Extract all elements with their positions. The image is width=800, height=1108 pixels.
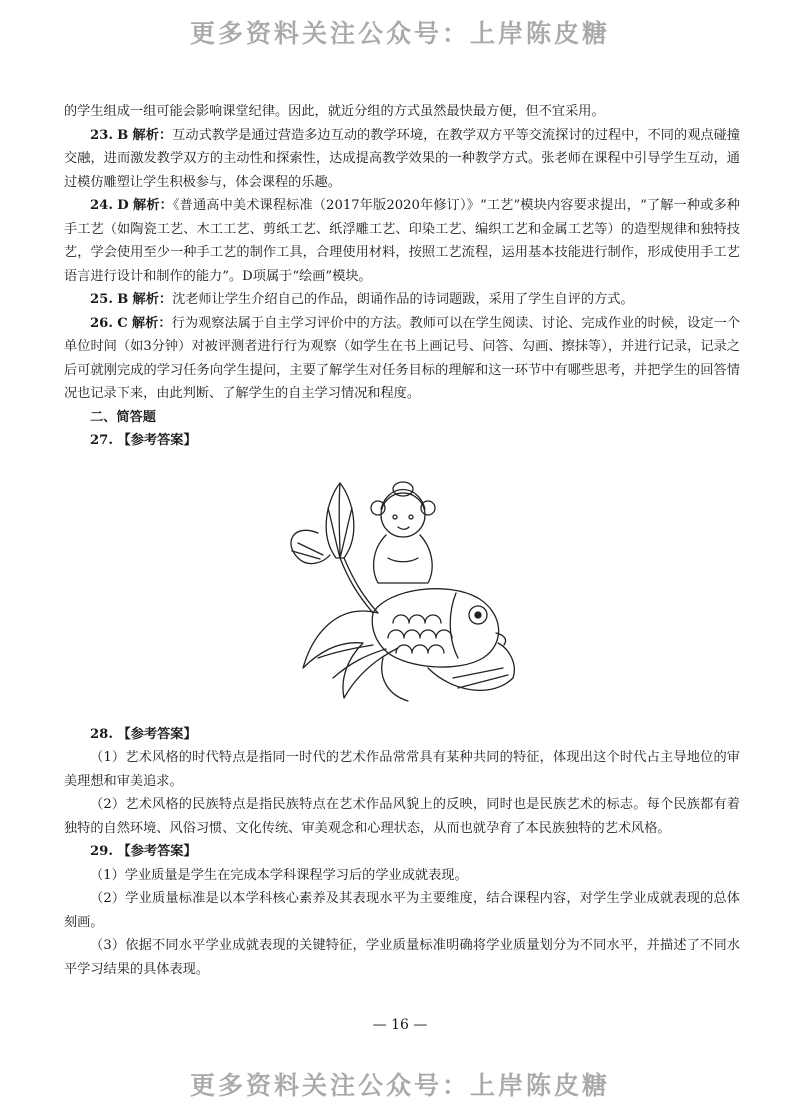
q28-item-2: （2）艺术风格的民族特点是指民族特点在艺术作品风貌上的反映，同时也是民族艺术的标志。每个民族都有着独特的自然环境、风俗习惯、文化传统、审美观念和心理状态，从而也就孕育了本民族独特的艺术风格。 [64,797,740,836]
answer-choice: D [117,198,129,213]
answer-number: 24. [90,198,113,213]
answer-number: 23. [90,127,113,143]
reference-answer-label: 【参考答案】 [117,726,197,742]
answer-23 [64,124,740,195]
q28-item-1: （1）艺术风格的时代特点是指同一时代的艺术作品常常具有某种共同的特征，体现出这个时代占主导地位的审美理想和审美追求。 [64,750,740,789]
answer-choice: C [117,315,128,331]
watermark-top: 更多资料关注公众号：上岸陈皮糖 [189,19,610,48]
q29-item-1: （1）学业质量是学生在完成本学科课程学习后的学业成就表现。 [90,867,468,883]
answer-text: 《普通高中美术课程标准（2017年版2020年修订）》“工艺”模块内容要求提出，“了解一种或多种手工艺（如陶瓷工艺、木工工艺、剪纸工艺、纸浮雕工艺、印染工艺、编织工艺和金属工艺等）的造型规律和独特技艺，学会使用至少一种手工艺的制作工具，合理使用材料，按照工艺流程，运用基本技能进行制作，形成使用手工艺语言进行设计和制作的能力”。D项属于“绘画”模块。 [64,198,740,284]
answer-24 [64,194,740,288]
analysis-label: 解析： [133,198,173,213]
q29-item-3: （3）依据不同水平学业成就表现的关键特征，学业质量标准明确将学业质量划分为不同水平，并描述了不同水平学习结果的具体表现。 [64,938,740,977]
page-number: — 16 — [372,1017,428,1033]
line-drawing-illustration [278,463,518,713]
question-28-heading [64,723,740,747]
watermark-bottom: 更多资料关注公众号：上岸陈皮糖 [189,1071,610,1100]
answer-text: 行为观察法属于自主学习评价中的方法。教师可以在学生阅读、讨论、完成作业的时候，设定一个单位时间（如3分钟）对被评测者进行行为观察（如学生在书上画记号、问答、勾画、擦抹等），并进行记录，记录之后可就刚完成的学习任务向学生提问，主要了解学生对任务目标的理解和这一环节中有哪些思考，并把学生的回答情况也记录下来，由此判断、了解学生的自主学习情况和程度。 [64,315,741,401]
answer-text: 沈老师让学生介绍自己的作品，朗诵作品的诗词题跋，采用了学生自评的方式。 [172,292,634,307]
question-29-heading [64,840,740,864]
question-number: 27. [90,433,113,448]
reference-answer-label: 【参考答案】 [117,433,197,448]
answer-25 [64,288,740,312]
child-on-carp-drawing [64,463,740,723]
question-number: 29. [90,844,113,859]
question-number: 28. [90,726,113,742]
page-content [64,100,740,981]
child-body [374,535,433,583]
q29-item-2: （2）学业质量标准是以本学科核心素养及其表现水平为主要维度，结合课程内容，对学生学业成就表现的总体刻画。 [64,891,740,930]
analysis-label: 解析： [131,315,172,331]
section-title: 二、简答题 [90,409,156,425]
answer-text: 互动式教学是通过营造多边互动的教学环境，在教学双方平等交流探讨的过程中，不同的观点碰撞交融，进而激发教学双方的主动性和探索性，达成提高教学效果的一种教学方式。张老师在课程中引导学生互动，通过模仿雕塑让学生积极参与，体会课程的乐趣。 [64,127,740,190]
answer-number: 25. [90,292,113,307]
reference-answer-label: 【参考答案】 [117,844,197,859]
question-27-heading [64,429,740,453]
answer-choice: B [117,292,129,307]
analysis-label: 解析： [132,127,173,143]
child-head [381,493,425,537]
intro-line: 的学生组成一组可能会影响课堂纪律。因此，就近分组的方式虽然最快最方便，但不宜采用。 [64,104,605,119]
analysis-label: 解析： [132,292,173,307]
answer-choice: B [117,127,129,143]
fish-body [372,588,498,666]
lotus-leaf [291,530,330,563]
fish-tail [303,611,398,698]
answer-26 [64,312,740,406]
answer-number: 26. [90,315,113,331]
